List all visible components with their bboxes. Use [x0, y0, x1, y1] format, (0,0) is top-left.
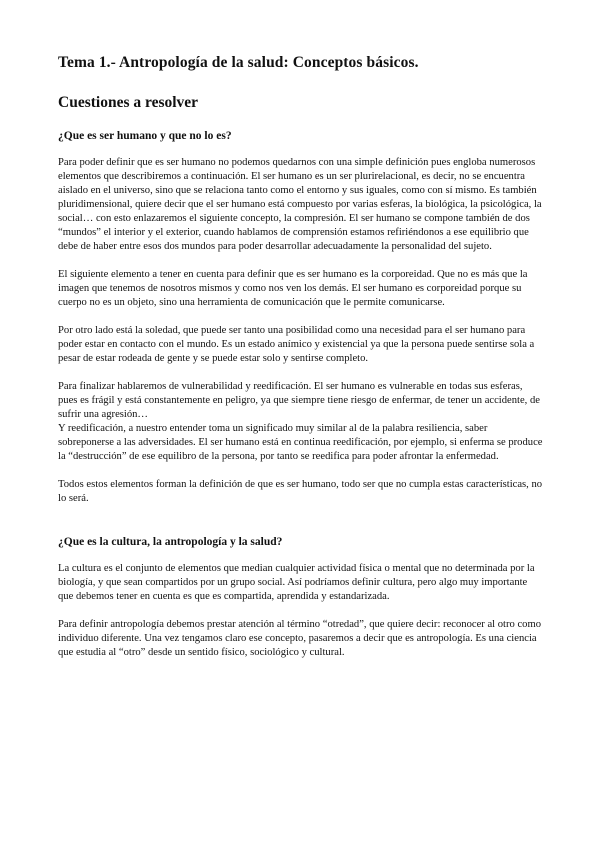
- section-heading: Cuestiones a resolver: [58, 94, 199, 111]
- paragraph: Para definir antropología debemos prestar atención al término “otredad”, que quiere decir: reconocer al otro como individuo diferente. Una vez tengamos claro ese concepto, pasaremos a decir que es antropología. Es una ciencia que estudia al “otro” desde un sentido físico, sociológico y cultural.: [58, 619, 541, 658]
- paragraph: El siguiente elemento a tener en cuenta para definir que es ser humano es la corporeidad. Que no es más que la imagen que tenemos de nosotros mismos y como nos ven los demás. El ser humano es corporeidad porque su cuerpo no es un objeto, sino una herramienta de comunicación que le permite comunicarse.: [58, 269, 528, 308]
- document-title: Tema 1.- Antropología de la salud: Conceptos básicos.: [58, 54, 419, 71]
- paragraph: Y reedificación, a nuestro entender toma un significado muy similar al de la palabra resiliencia, saber sobreponerse a las adversidades. El ser humano está en continua reedificación, por ejemplo, si enferma se produce la “destrucción” de ese equilibro de la persona, por tanto se reedifica para poder afrontar la enfermedad.: [58, 423, 543, 462]
- paragraph: Para finalizar hablaremos de vulnerabilidad y reedificación. El ser humano es vulnerable en todas sus esferas, pues es frágil y está constantemente en peligro, ya que siempre tiene riesgo de enfermar, de tener un accidente, de sufrir una agresión…: [58, 381, 540, 420]
- paragraph: Para poder definir que es ser humano no podemos quedarnos con una simple definición pues engloba numerosos elementos que describiremos a continuación. El ser humano es un ser plurirelacional, es decir, no se encuentra aislado en el universo, sino que se relaciona tanto como el entorno y sus iguales, como con sí mismo. Es también pluridimensional, quiere decir que el ser humano está compuesto por varias esferas, la biológica, la psicológica, la social… con esto enlazaremos el siguiente concepto, la compresión. El ser humano se compone también de dos “mundos” el interior y el exterior, cuando hablamos de comprensión estamos refiriéndonos a ese equilibrio que debe de haber entre esos dos mundos para poder desarrollar adecuadamente la personalidad del sujeto.: [58, 157, 542, 252]
- spacer: [58, 520, 544, 536]
- question-heading-2: ¿Que es la cultura, la antropología y la salud?: [58, 536, 283, 548]
- paragraph: Todos estos elementos forman la definición de que es ser humano, todo ser que no cumpla estas características, no lo será.: [58, 479, 543, 504]
- paragraph: Por otro lado está la soledad, que puede ser tanto una posibilidad como una necesidad para el ser humano para poder estar en contacto con el mundo. Es un estado anímico y existencial ya que la persona puede sentirse sola a pesar de estar rodeada de gente y se puede estar solo y sentirse completo.: [58, 325, 535, 364]
- question-heading-1: ¿Que es ser humano y que no lo es?: [58, 130, 232, 142]
- paragraph: La cultura es el conjunto de elementos que median cualquier actividad física o mental que no determinada por la biología, y que sean compartidos por un grupo social. Así podríamos definir cultura, pero algo muy importante que debemos tener en cuenta es que es compartida, aprendida y estandarizada.: [58, 563, 535, 602]
